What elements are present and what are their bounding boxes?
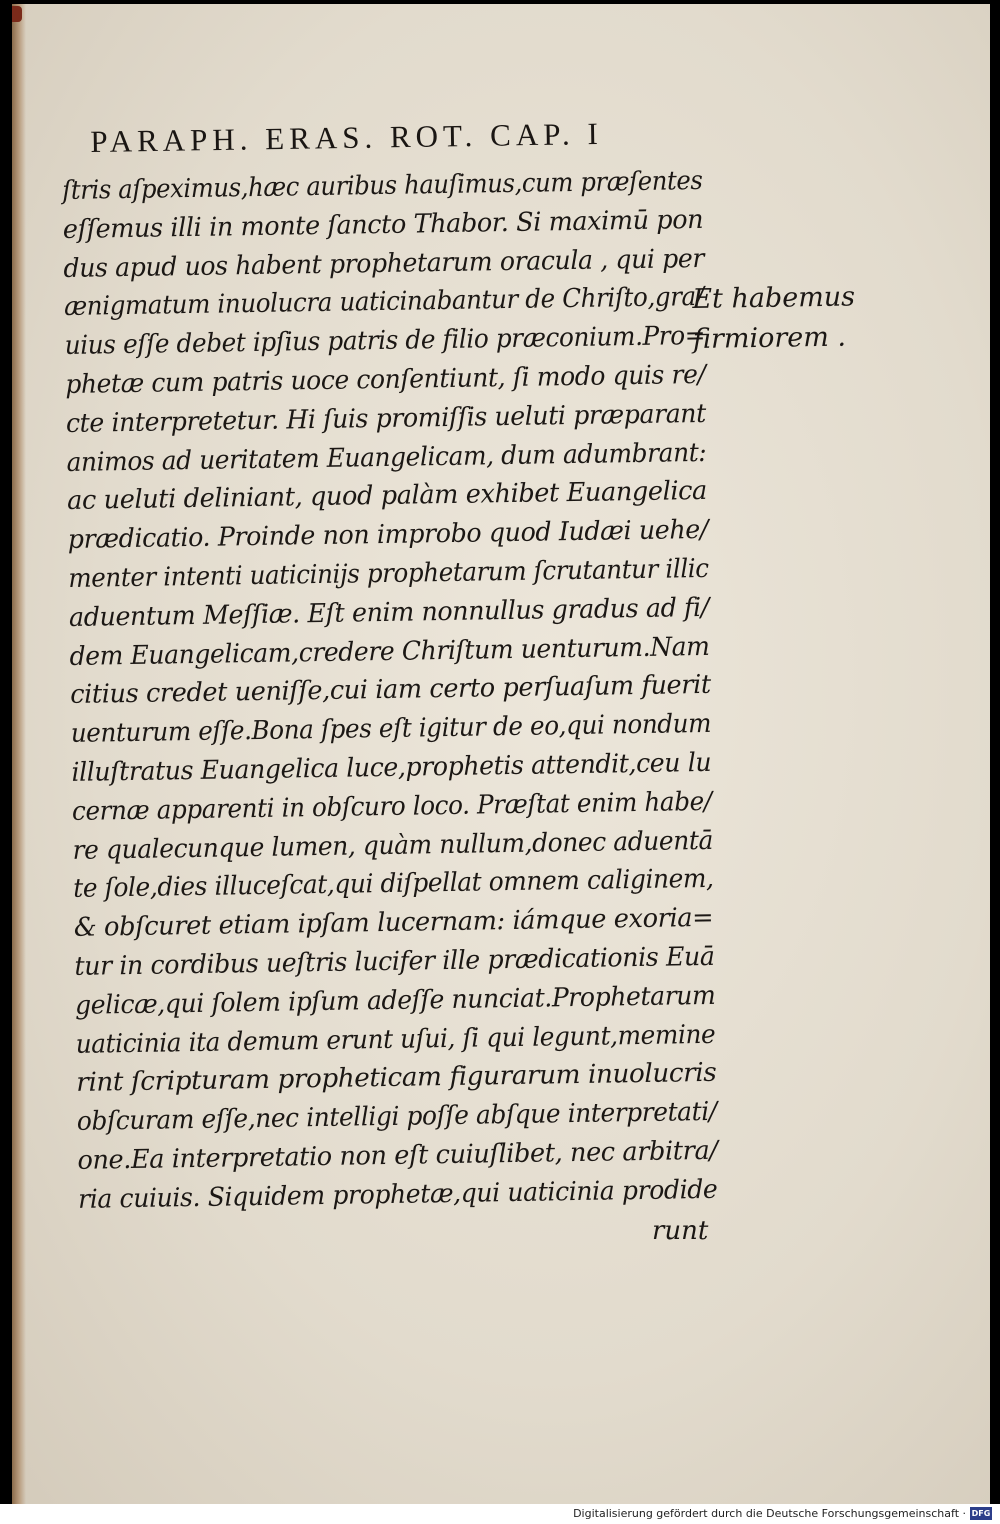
marginal-note-line: Et habemus	[692, 281, 856, 315]
marginal-note-line: firmiorem .	[692, 321, 847, 355]
text-line: animos ad ueritatem Euangelicam, dum adumbrant:	[66, 437, 707, 478]
text-line: aduentum Meſſiæ. Eſt enim nonnullus gradus ad fi/	[68, 592, 710, 633]
text-line: obſcuram eſſe,nec intelligi poſſe abſque interpretati/	[76, 1096, 717, 1138]
text-line: rint ſcripturam propheticam figurarum inuolucris	[76, 1058, 717, 1099]
text-line: ac ueluti deliniant, quod palàm exhibet Euangelica	[66, 476, 708, 517]
funding-credit: Digitalisierung gefördert durch die Deutsche Forschungsgemeinschaft ·	[573, 1507, 966, 1520]
text-line: ria cuiuis. Siquidem prophetæ,qui uaticinia prodide	[77, 1174, 718, 1215]
text-line: uius eſſe debet ipſius patris de filio præconium.Pro=	[64, 321, 706, 362]
binding-mark	[12, 6, 22, 22]
text-line: dus apud uos habent prophetarum oracula , qui per	[63, 243, 705, 284]
text-line: te ſole,dies illuceſcat,qui diſpellat omnem caliginem,	[73, 864, 714, 905]
dfg-logo: DFG	[971, 1509, 991, 1518]
text-line: uaticinia ita demum erunt uſui, ſi qui legunt,memine	[75, 1019, 716, 1060]
text-line: gelicæ,qui ſolem ipſum adeſſe nunciat.Prophetarum	[74, 980, 716, 1021]
footer-bar	[0, 1504, 1000, 1524]
text-line: menter intenti uaticinijs prophetarum ſcrutantur illic	[68, 553, 709, 594]
text-line: tur in cordibus ueſtris lucifer ille prædicationis Euā	[74, 941, 715, 982]
text-line: prædicatio. Proinde non improbo quod Iudæi uehe/	[67, 515, 709, 556]
text-line: citius credet ueniſſe,cui iam certo perſuaſum fuerit	[69, 670, 711, 711]
body-text	[62, 162, 728, 1220]
text-line: ænigmatum inuolucra uaticinabantur de Chriſto,gra/	[63, 282, 704, 323]
text-line: cte interpretetur. Hi ſuis promiſſis ueluti præparant	[65, 398, 707, 439]
text-line: uenturum eſſe.Bona ſpes eſt igitur de eo,qui nondum	[70, 709, 712, 750]
marginal-note	[692, 277, 856, 360]
text-line: eſſemus illi in monte ſancto Thabor. Si maximū pon	[62, 204, 704, 245]
book-page	[12, 4, 990, 1504]
running-head: PARAPH. ERAS. ROT. CAP. I	[90, 115, 604, 159]
text-line: cernæ apparenti in obſcuro loco. Præſtat enim habe/	[71, 786, 712, 827]
text-line: phetæ cum patris uoce conſentiunt, ſi modo quis re/	[65, 359, 706, 400]
text-line: dem Euangelicam,credere Chriſtum uenturum.Nam	[69, 631, 710, 672]
text-line: & obſcuret etiam ipſam lucernam: iámque exoria=	[73, 903, 714, 944]
text-line: re qualecunque lumen, quàm nullum,donec aduentā	[72, 825, 714, 866]
catchword: runt	[652, 1216, 709, 1246]
text-line: ſtris aſpeximus,hæc auribus hauſimus,cum præſentes	[62, 165, 703, 206]
text-line: illuſtratus Euangelica luce,prophetis attendit,ceu lu	[71, 747, 712, 788]
page-gutter	[12, 4, 26, 1504]
text-line: one.Ea interpretatio non eſt cuiuſlibet, nec arbitra/	[77, 1135, 718, 1176]
